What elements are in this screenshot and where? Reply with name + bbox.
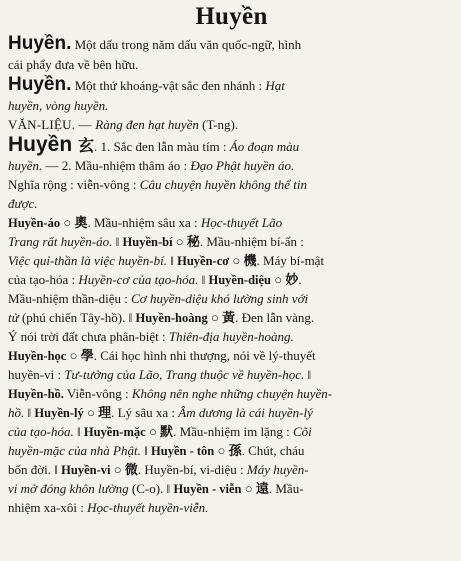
text-run: ○ xyxy=(207,310,223,325)
text-run: ○ xyxy=(214,443,229,458)
han-character: 黃 xyxy=(222,311,236,326)
example-text: Hạt xyxy=(265,78,285,93)
example-text: Huyền-cơ của tạo-hóa. xyxy=(78,272,199,287)
text-run: . Mầu-nhiệm im lặng : xyxy=(173,424,293,439)
text-run: (T-ng). xyxy=(198,117,239,132)
text-run: Nghĩa rộng : viễn-vông : xyxy=(8,177,140,192)
han-character: 理 xyxy=(98,406,112,421)
subentry-headword: Huyền-bí xyxy=(122,235,173,249)
han-character: 秘 xyxy=(186,235,200,250)
headword: Huyền xyxy=(8,134,79,156)
example-text: Áo đoạn màu xyxy=(229,139,300,154)
text-run: của tạo-hóa : xyxy=(8,272,79,287)
text-line xyxy=(8,498,455,517)
text-run: . Máy bí-mật xyxy=(256,253,325,268)
text-run: Viễn-vông : xyxy=(63,386,132,401)
example-text: hồ. xyxy=(8,405,25,420)
text-run: . Chút, cháu xyxy=(241,443,305,458)
entry-body xyxy=(8,33,455,517)
subentry-headword: Huyền - viễn xyxy=(173,482,242,496)
subentry-headword: Huyền-học xyxy=(8,349,67,363)
example-text: tử xyxy=(8,310,19,325)
han-character: 孫 xyxy=(228,444,242,459)
text-run: Một thứ khoáng-vật sắc đen nhánh : xyxy=(71,78,266,93)
text-line xyxy=(8,175,455,194)
text-line xyxy=(8,460,455,479)
text-run: (phú chiến Tây-hồ). ‖ xyxy=(18,310,136,325)
text-run: huyền-vi : xyxy=(8,367,65,382)
text-line xyxy=(8,365,455,384)
text-run: ‖ xyxy=(112,234,123,249)
text-line xyxy=(8,403,455,422)
example-text: Máy huyền- xyxy=(246,462,309,477)
example-text: Việc quỉ-thần là việc huyền-bí. xyxy=(8,253,167,268)
page-title: Huyền xyxy=(195,3,268,30)
example-text: Cõi xyxy=(292,424,312,439)
han-character: 玄 xyxy=(78,136,95,155)
text-line xyxy=(8,134,455,156)
text-line xyxy=(8,479,455,498)
example-text: Học-thuyết Lão xyxy=(200,215,283,230)
text-run: ○ xyxy=(66,348,81,363)
example-text: vi mở đóng khôn lường xyxy=(8,481,129,496)
text-run: cái phẩy đưa về bên hữu. xyxy=(8,57,139,72)
text-run: bốn đời. ‖ xyxy=(8,462,62,477)
text-run: ○ xyxy=(241,481,256,496)
text-run: . Mầu-nhiệm bí-ẩn : xyxy=(199,234,304,249)
text-line xyxy=(8,96,455,115)
text-run: Một dấu trong năm dấu văn quốc-ngữ, hình xyxy=(71,37,302,52)
text-run: ‖ xyxy=(140,443,152,458)
headword: Huyền. xyxy=(8,74,72,95)
text-run: ○ xyxy=(172,234,187,249)
text-line xyxy=(8,33,455,55)
han-character: 默 xyxy=(160,425,174,440)
text-run: ‖ xyxy=(166,253,178,268)
han-character: 奧 xyxy=(74,216,88,231)
subentry-headword: Huyền-diệu xyxy=(208,273,271,287)
text-run: . Cái học hình nhi thượng, nói về lý-thuyết xyxy=(93,348,316,363)
han-character: 微 xyxy=(124,463,138,478)
text-run: . Mầu- xyxy=(268,481,304,496)
text-run: ○ xyxy=(60,215,75,230)
text-run: (C-o). ‖ xyxy=(128,481,174,496)
subentry-headword: Huyền-cơ xyxy=(177,254,230,268)
han-character: 妙 xyxy=(285,273,299,288)
subentry-headword: Huyền-áo xyxy=(8,216,61,230)
text-run: ○ xyxy=(110,462,125,477)
text-run: ‖ xyxy=(73,424,84,439)
text-line xyxy=(8,194,455,213)
han-character: 學 xyxy=(80,349,94,364)
text-run: . xyxy=(298,272,302,287)
text-run: . Đen lẫn vàng. xyxy=(235,310,315,325)
example-text: huyền, vòng huyền. xyxy=(8,98,109,113)
text-line xyxy=(8,270,455,289)
example-text: Trang rất huyền-áo. xyxy=(8,234,113,249)
text-run: nhiệm xa-xôi : xyxy=(8,500,88,515)
subentry-headword: Huyền-lý xyxy=(34,406,84,420)
text-line xyxy=(8,251,455,270)
example-text: Cơ huyền-diệu khó lường sinh với xyxy=(131,291,309,306)
text-run: VĂN-LIỆU. — xyxy=(8,117,96,132)
text-line xyxy=(8,289,455,308)
text-run: ‖ xyxy=(198,272,209,287)
text-run: . Huyền-bí, vi-diệu : xyxy=(137,462,247,477)
text-run: Mầu-nhiệm thần-diệu : xyxy=(8,291,132,306)
text-line xyxy=(8,213,455,232)
example-text: được. xyxy=(8,196,38,211)
text-run: — 2. Mầu-nhiệm thâm áo : xyxy=(42,158,191,173)
text-line xyxy=(8,384,455,403)
text-line xyxy=(8,156,455,175)
example-text: huyền-mặc của nhà Phật. xyxy=(8,443,141,458)
text-run: ○ xyxy=(229,253,244,268)
text-line xyxy=(8,115,455,134)
text-run: ○ xyxy=(83,405,99,420)
han-character: 遠 xyxy=(255,482,269,497)
subentry-headword: Huyền-mặc xyxy=(83,425,146,439)
text-line xyxy=(8,55,455,74)
example-text: của tạo-hóa. xyxy=(8,424,74,439)
example-text: Thiên-địa huyền-hoàng. xyxy=(168,329,294,344)
subentry-headword: Huyền-vi xyxy=(61,463,111,477)
headword: Huyền. xyxy=(8,33,72,54)
text-line xyxy=(8,232,455,251)
subentry-headword: Huyền-hoàng xyxy=(135,311,208,325)
example-text: Học-thuyết huyền-viễn. xyxy=(87,500,209,515)
subentry-headword: Huyền - tôn xyxy=(151,444,215,458)
example-text: Ràng đen hạt huyền xyxy=(95,117,199,132)
text-line xyxy=(8,327,455,346)
text-run: ○ xyxy=(271,272,286,287)
text-run: ○ xyxy=(145,424,161,439)
text-line xyxy=(8,346,455,365)
example-text: Đạo Phật huyền áo. xyxy=(190,158,295,173)
subentry-headword: Huyền-hồ. xyxy=(8,387,64,401)
text-line xyxy=(8,422,455,441)
example-text: Tư-tưởng của Lão, Trang thuộc về huyền-học. xyxy=(64,367,305,382)
example-text: Câu chuyện huyền không thể tin xyxy=(139,177,307,192)
text-run: ‖ xyxy=(304,367,312,382)
example-text: Không nên nghe những chuyện huyền- xyxy=(131,386,333,401)
han-character: 機 xyxy=(243,254,257,269)
example-text: Âm dương là cái huyền-lý xyxy=(178,405,313,420)
text-line xyxy=(8,74,455,96)
text-run: . 1. Sắc đen lẫn màu tím : xyxy=(94,139,230,154)
example-text: huyền. xyxy=(8,158,43,173)
text-run: ‖ xyxy=(24,405,35,420)
text-line xyxy=(8,308,455,327)
text-run: Ý nói trời đất chưa phân-biệt : xyxy=(8,329,169,344)
text-run: . Mầu-nhiệm sâu xa : xyxy=(87,215,201,230)
text-line xyxy=(8,441,455,460)
dictionary-page xyxy=(0,2,461,561)
text-run: . Lý sâu xa : xyxy=(111,405,179,420)
